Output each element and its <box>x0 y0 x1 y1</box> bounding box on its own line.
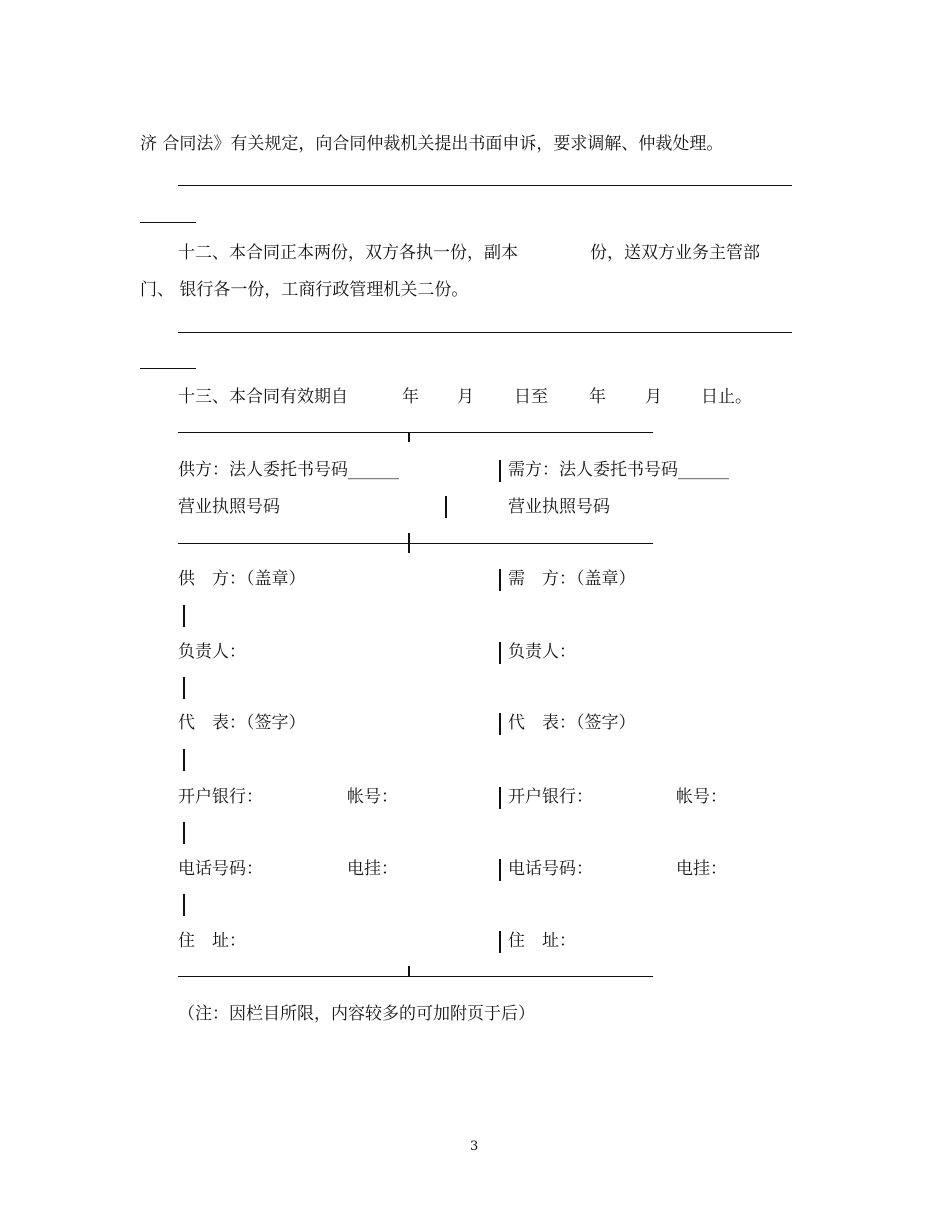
buyer-responsible-label: 负责人： <box>508 642 576 662</box>
table-divider <box>183 677 185 699</box>
clause-13-text: 十三、本合同有效期自 <box>178 387 348 407</box>
table-divider <box>183 749 185 771</box>
table-divider <box>499 713 501 735</box>
clause-13-year: 年 <box>589 387 606 407</box>
table-divider <box>183 822 185 844</box>
clause-12-text: 十二、本合同正本两份，双方各执一份，副本 <box>178 243 518 263</box>
table-rule <box>178 432 653 433</box>
clause-13-day: 日止。 <box>701 387 752 407</box>
clause-12-text: 门、 银行各一份，工商行政管理机关二份。 <box>140 280 469 300</box>
clause-13-year: 年 <box>402 387 419 407</box>
table-rule <box>178 543 653 544</box>
table-divider <box>183 894 185 916</box>
buyer-bank-label: 开户银行： <box>508 787 593 807</box>
paragraph-text: 济 合同法》有关规定，向合同仲裁机关提出书面申诉，要求调解、仲裁处理。 <box>140 134 724 154</box>
supplier-account-label: 帐号： <box>347 787 398 807</box>
table-divider <box>408 432 410 442</box>
footnote: （注：因栏目所限，内容较多的可加附页于后） <box>178 1004 535 1024</box>
buyer-party-label: 需 方：（盖章） <box>508 569 636 589</box>
table-divider <box>499 642 501 664</box>
blank-underline <box>178 185 792 186</box>
buyer-proxy-field: 需方：法人委托书号码______ <box>508 460 729 480</box>
clause-13-day: 日至 <box>514 387 548 407</box>
table-divider <box>445 496 447 518</box>
table-divider <box>408 533 410 553</box>
supplier-proxy-field: 供方：法人委托书号码______ <box>178 460 399 480</box>
page-number: 3 <box>470 1139 479 1154</box>
clause-13-month: 月 <box>645 387 662 407</box>
blank-underline <box>140 222 196 223</box>
supplier-responsible-label: 负责人： <box>178 642 246 662</box>
buyer-address-label: 住 址： <box>508 931 576 951</box>
buyer-rep-label: 代 表：（签字） <box>508 713 636 733</box>
supplier-license-field: 营业执照号码 <box>178 497 280 517</box>
supplier-cable-label: 电挂： <box>347 859 398 879</box>
buyer-license-field: 营业执照号码 <box>508 497 610 517</box>
supplier-phone-label: 电话号码： <box>178 859 263 879</box>
table-divider <box>183 605 185 627</box>
table-divider <box>499 931 501 953</box>
table-divider <box>499 787 501 809</box>
clause-12-text: 份，送双方业务主管部 <box>590 243 760 263</box>
supplier-party-label: 供 方：（盖章） <box>178 569 306 589</box>
buyer-account-label: 帐号： <box>676 787 727 807</box>
clause-13-month: 月 <box>457 387 474 407</box>
supplier-address-label: 住 址： <box>178 931 246 951</box>
blank-underline <box>178 332 792 333</box>
blank-underline <box>140 368 196 369</box>
supplier-rep-label: 代 表：（签字） <box>178 713 306 733</box>
table-divider <box>408 966 410 976</box>
table-divider <box>499 569 501 591</box>
buyer-phone-label: 电话号码： <box>508 859 593 879</box>
buyer-cable-label: 电挂： <box>676 859 727 879</box>
table-divider <box>499 859 501 881</box>
table-divider <box>499 460 501 482</box>
table-rule <box>178 976 653 977</box>
supplier-bank-label: 开户银行： <box>178 787 263 807</box>
